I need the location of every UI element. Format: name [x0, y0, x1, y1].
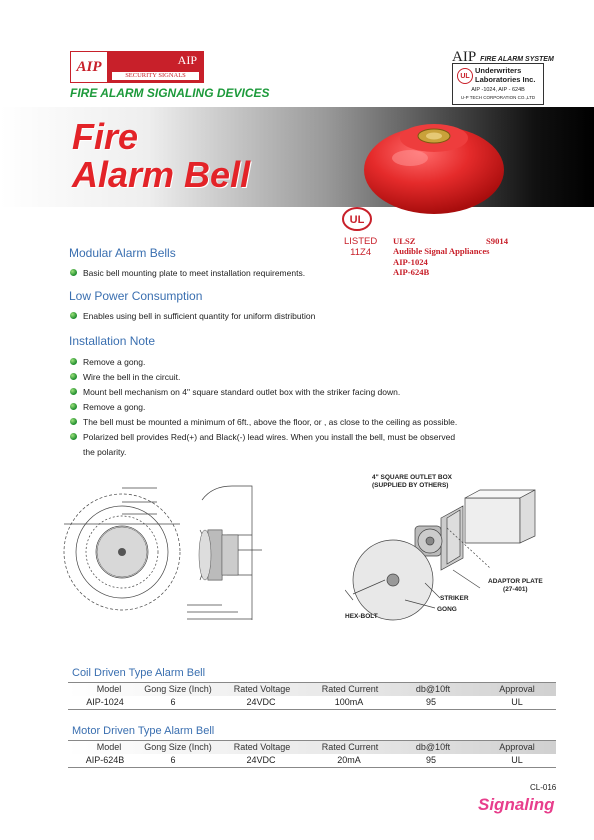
bullet-text: Remove a gong. — [83, 357, 146, 367]
page-code: CL-016 — [530, 783, 557, 792]
table-row — [68, 696, 556, 710]
cert-model-2: AIP-624B — [393, 267, 430, 278]
ul-listed-icon — [340, 206, 374, 232]
column-header: Rated Voltage — [233, 684, 291, 694]
cert-number: S9014 — [486, 236, 508, 246]
table-cell: 6 — [170, 755, 176, 765]
table-cell: 95 — [425, 697, 437, 707]
bullet-dot-icon — [70, 269, 77, 276]
bullet-text: The bell must be mounted a minimum of 6ft., above the floor, or , as close to the ceiling as possible. — [83, 417, 458, 427]
ul-listed-text — [344, 236, 377, 258]
listed-code: 11Z4 — [350, 247, 372, 258]
section-heading-lowpower: Low Power Consumption — [69, 289, 203, 303]
logo-mark: AIP — [76, 58, 102, 75]
adaptor-label: ADAPTOR PLATE — [488, 578, 543, 585]
ul-models: AIP -1024, AIP - 624B — [471, 87, 525, 93]
section-heading-install: Installation Note — [69, 334, 156, 348]
column-header: Rated Current — [321, 684, 379, 694]
column-header: Gong Size (Inch) — [144, 684, 212, 694]
table-header-row — [68, 683, 556, 696]
bullet-dot-icon — [70, 312, 77, 319]
bullet-text: Remove a gong. — [83, 402, 146, 412]
table-cell: 20mA — [337, 755, 361, 765]
table-row — [68, 754, 556, 768]
table-cell: AIP-1024 — [86, 697, 124, 707]
logo-tagline: SECURITY SIGNALS — [112, 72, 199, 80]
column-header: Approval — [499, 742, 535, 752]
ul-listed-mark: UL — [349, 214, 365, 226]
column-header: Rated Current — [321, 742, 379, 752]
bullet-text: Polarized bell provides Red(+) and Black(-) lead wires. When you install the bell, must be observed — [83, 432, 456, 442]
fas-brand: AIP — [452, 49, 477, 65]
adaptor-number: (27-401) — [503, 585, 528, 593]
bullet-dot-icon — [70, 358, 77, 365]
diagram-label-gong: GONG — [437, 606, 457, 613]
certification-text — [393, 236, 508, 278]
ul-company: U-P TECH CORPORATION CO.,LTD — [460, 95, 536, 100]
supplied-label: (SUPPLIED BY OTHERS) — [372, 481, 449, 489]
header-subtitle: FIRE ALARM SIGNALING DEVICES — [70, 86, 270, 100]
exploded-view-drawing — [345, 488, 545, 623]
bullet-item — [70, 311, 315, 321]
section-heading-modular: Modular Alarm Bells — [69, 246, 176, 260]
table-cell: UL — [511, 755, 523, 765]
bullet-item — [70, 268, 305, 278]
bullet-text: Wire the bell in the circuit. — [83, 372, 181, 382]
column-header: Gong Size (Inch) — [144, 742, 212, 752]
column-header: Model — [96, 742, 122, 752]
table-cell: AIP-624B — [85, 755, 125, 765]
bullet-dot-icon — [70, 433, 77, 440]
table-cell: 100mA — [334, 697, 364, 707]
bullet-text: Enables using bell in sufficient quantity for uniform distribution — [83, 311, 316, 321]
table-cell: 95 — [425, 755, 437, 765]
diagram-label-adaptor — [488, 578, 543, 593]
bullet-text: Mount bell mechanism on 4" square standard outlet box with the striker facing down. — [83, 387, 401, 397]
column-header: db@10ft — [415, 684, 451, 694]
table-cell: 24VDC — [246, 755, 276, 765]
diagram-label-striker: STRIKER — [440, 595, 469, 602]
bullet-item — [70, 357, 145, 367]
bullet-dot-icon — [70, 403, 77, 410]
table-title: Motor Driven Type Alarm Bell — [68, 722, 556, 741]
ul-name-1: Underwriters — [475, 66, 522, 75]
table-cell: UL — [511, 697, 523, 707]
bullet-dot-icon — [70, 388, 77, 395]
diagram-label-outlet — [372, 474, 452, 489]
bullet-item — [70, 417, 457, 427]
category-label: Signaling — [478, 795, 555, 814]
column-header: Approval — [499, 684, 535, 694]
ul-logo-icon: UL — [457, 68, 473, 84]
alarm-bell-image — [360, 108, 508, 218]
table-header-row — [68, 741, 556, 754]
table-title: Coil Driven Type Alarm Bell — [68, 664, 556, 683]
cert-model-1: AIP-1024 — [393, 256, 428, 267]
bullet-continuation: the polarity. — [83, 447, 127, 457]
page-title — [72, 118, 250, 194]
ul-certificate-box — [452, 63, 544, 105]
cert-category: Audible Signal Appliances — [393, 246, 490, 257]
outlet-label: 4" SQUARE OUTLET BOX — [372, 474, 453, 481]
spec-table-coil — [68, 664, 556, 710]
title-line-2: Alarm Bell — [72, 154, 251, 195]
column-header: db@10ft — [415, 742, 451, 752]
ul-name-2: Laboratories Inc. — [475, 74, 536, 84]
bullet-item — [70, 432, 455, 442]
listed-label: LISTED — [344, 236, 378, 247]
diagram-label-hexbolt: HEX-BOLT — [345, 613, 378, 620]
table-cell: 24VDC — [246, 697, 276, 707]
bullet-dot-icon — [70, 373, 77, 380]
cert-ulsz: ULSZ — [393, 236, 416, 246]
logo-brand: AIP — [177, 53, 197, 67]
ul-name — [475, 67, 535, 84]
dimension-drawing — [62, 480, 292, 625]
title-line-1: Fire — [72, 116, 139, 157]
bullet-item — [70, 402, 145, 412]
column-header: Model — [96, 684, 122, 694]
bullet-text: Basic bell mounting plate to meet installation requirements. — [83, 268, 306, 278]
table-cell: 6 — [170, 697, 176, 707]
company-logo — [70, 51, 204, 83]
bullet-item — [70, 387, 400, 397]
spec-table-motor — [68, 722, 556, 768]
bullet-item — [70, 372, 180, 382]
bullet-dot-icon — [70, 418, 77, 425]
fas-text: FIRE ALARM SYSTEM — [480, 56, 554, 63]
column-header: Rated Voltage — [233, 742, 291, 752]
